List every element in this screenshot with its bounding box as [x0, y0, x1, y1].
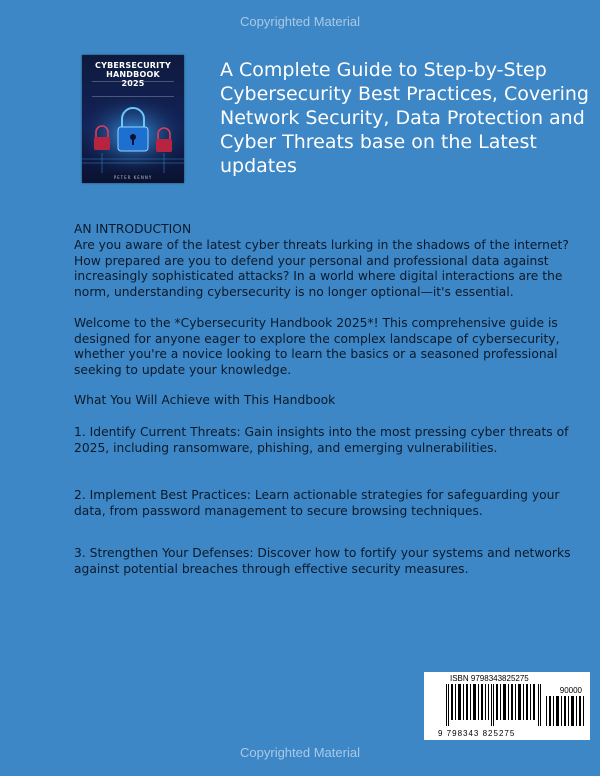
book-cover-thumbnail — [82, 55, 184, 183]
achievement-point-2: 2. Implement Best Practices: Learn actionable strategies for safeguarding your data, from password management to secure browsing techniques. — [74, 488, 560, 518]
cover-title-line2: HANDBOOK — [106, 70, 160, 79]
cover-author: PETER KENNY — [113, 175, 153, 180]
copyright-watermark-top: Copyrighted Material — [240, 14, 360, 29]
price-code: 90000 — [559, 686, 582, 695]
introduction-heading: AN INTRODUCTION — [74, 222, 192, 236]
achievement-point-1: 1. Identify Current Threats: Gain insights into the most pressing cyber threats of 2025, including ransomware, phishing, and emerging vulnerabilities. — [74, 425, 569, 455]
isbn-barcode — [424, 672, 590, 740]
cover-padlock-art — [82, 97, 184, 173]
cover-title-line1: CYBERSECURITY — [95, 61, 171, 70]
introduction-paragraph: Are you aware of the latest cyber threats lurking in the shadows of the internet? How prepared are you to defend your personal and professional data against increasingly sophisticated attacks? In a world where digital interactions are the norm, understanding cybersecurity is no longer optional—it's essential. — [74, 238, 569, 299]
main-barcode-bars — [446, 684, 542, 726]
achievements-heading: What You Will Achieve with This Handbook — [74, 393, 336, 407]
achievement-point-3: 3. Strengthen Your Defenses: Discover how to fortify your systems and networks against potential breaches through effective security measures. — [74, 546, 571, 576]
copyright-watermark-bottom: Copyrighted Material — [240, 745, 360, 760]
price-barcode-bars — [546, 696, 584, 726]
isbn-label: ISBN 9798343825275 — [450, 674, 529, 683]
welcome-paragraph: Welcome to the *Cybersecurity Handbook 2025*! This comprehensive guide is designed for anyone eager to explore the complex landscape of cybersecurity, whether you're a novice looking to learn the basics or a seasoned professional seeking to update your knowledge. — [74, 316, 560, 377]
back-cover-headline: A Complete Guide to Step-by-Step Cybersecurity Best Practices, Covering Network Security, Data Protection and Cyber Threats base on the Latest updates — [220, 59, 589, 177]
barcode-digits: 9 798343 825275 — [438, 729, 516, 738]
cover-subtitle-band — [92, 81, 174, 97]
cover-title-line3: 2025 — [121, 79, 145, 88]
